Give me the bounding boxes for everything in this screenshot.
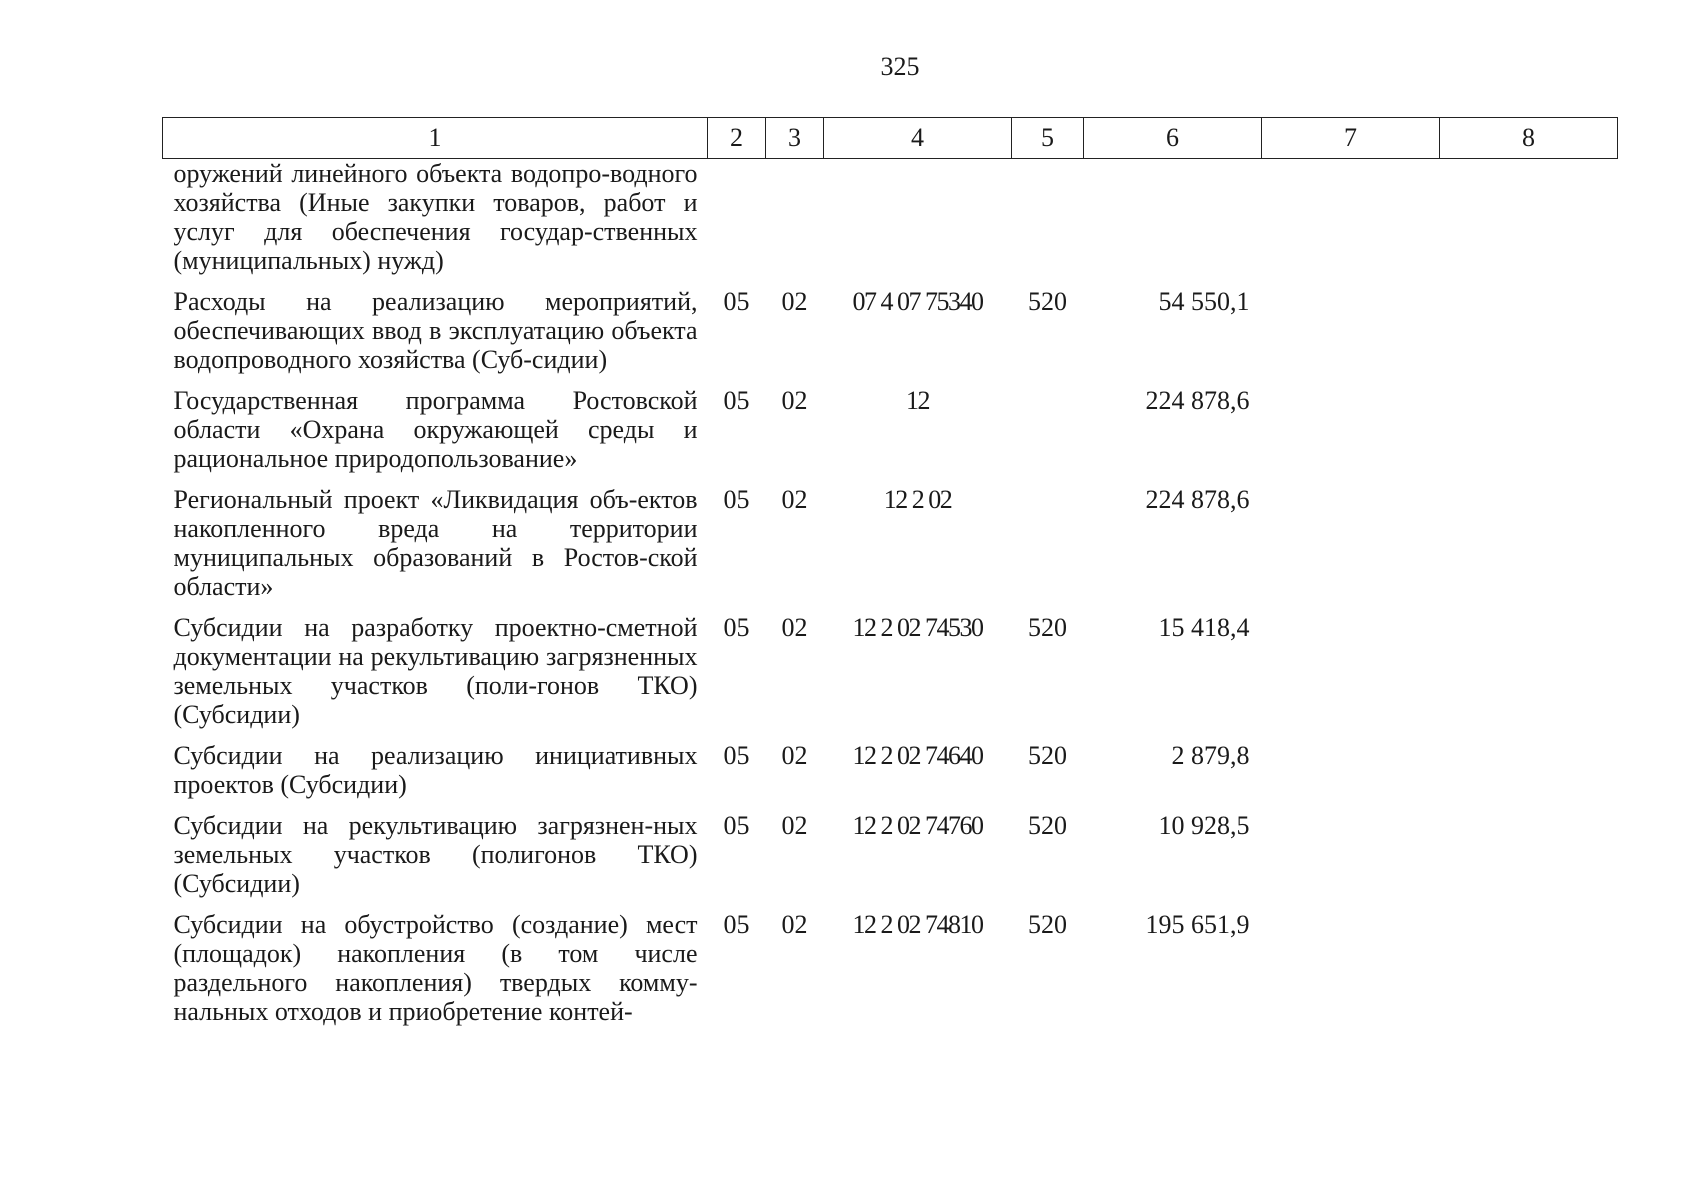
row-target-article: 07 4 07 75340 xyxy=(852,287,983,316)
header-row xyxy=(163,118,1618,159)
row-amount: 54 550,1 xyxy=(1158,287,1250,316)
header-cell-4: 4 xyxy=(824,118,1012,159)
row-amount: 224 878,6 xyxy=(1145,386,1250,415)
row-subsection: 02 xyxy=(781,910,808,939)
row-target-article: 12 2 02 74760 xyxy=(852,811,983,840)
row-amount: 15 418,4 xyxy=(1158,613,1250,642)
table-row xyxy=(163,386,1618,485)
row-subsection: 02 xyxy=(781,287,808,316)
row-col7 xyxy=(1262,159,1440,288)
row-amount: 195 651,9 xyxy=(1145,910,1250,939)
header-cell-1: 1 xyxy=(163,118,708,159)
row-description: Субсидии на разработку проектно-сметной документации на рекультивацию загрязненных земельных участков (поли-гонов ТКО) (Субсидии) xyxy=(173,613,698,729)
row-description: Расходы на реализацию мероприятий, обеспечивающих ввод в эксплуатацию объекта водопроводного хозяйства (Суб-сидии) xyxy=(173,287,698,374)
row-amount: 2 879,8 xyxy=(1171,741,1250,770)
row-expense-type: 520 xyxy=(1028,811,1067,840)
row-description: Государственная программа Ростовской области «Охрана окружающей среды и рациональное природопользование» xyxy=(173,386,698,473)
row-amount xyxy=(1084,159,1262,288)
row-subsection: 02 xyxy=(781,741,808,770)
row-col7 xyxy=(1262,485,1440,613)
row-col7 xyxy=(1262,741,1440,811)
row-section: 05 xyxy=(723,386,750,415)
row-target-article: 12 2 02 xyxy=(883,485,952,514)
page-number: 325 xyxy=(880,52,920,81)
row-expense-type xyxy=(1012,485,1084,613)
row-target-article: 12 xyxy=(906,386,929,415)
row-target-article: 12 2 02 74530 xyxy=(852,613,983,642)
row-col8 xyxy=(1440,910,1618,1038)
row-col7 xyxy=(1262,287,1440,386)
row-col8 xyxy=(1440,287,1618,386)
row-description: Субсидии на рекультивацию загрязнен-ных земельных участков (полигонов ТКО) (Субсидии) xyxy=(173,811,698,898)
row-target-article xyxy=(824,159,1012,288)
header-cell-7: 7 xyxy=(1262,118,1440,159)
budget-table-container xyxy=(162,117,1617,1038)
header-cell-2: 2 xyxy=(708,118,766,159)
row-section: 05 xyxy=(723,485,750,514)
table-row xyxy=(163,159,1618,288)
row-col8 xyxy=(1440,741,1618,811)
row-target-article: 12 2 02 74640 xyxy=(852,741,983,770)
row-section: 05 xyxy=(723,910,750,939)
row-amount: 10 928,5 xyxy=(1158,811,1250,840)
table-row xyxy=(163,910,1618,1038)
table-header xyxy=(163,118,1618,159)
budget-table xyxy=(162,117,1618,1038)
table-row xyxy=(163,613,1618,741)
row-section: 05 xyxy=(723,741,750,770)
row-expense-type: 520 xyxy=(1028,613,1067,642)
row-subsection: 02 xyxy=(781,613,808,642)
table-row xyxy=(163,811,1618,910)
row-expense-type xyxy=(1012,159,1084,288)
row-section: 05 xyxy=(723,287,750,316)
row-subsection: 02 xyxy=(781,811,808,840)
row-col8 xyxy=(1440,485,1618,613)
row-col8 xyxy=(1440,159,1618,288)
row-description: оружений линейного объекта водопро-водного хозяйства (Иные закупки товаров, работ и услуг для обеспечения государ-ственных (муниципальных) нужд) xyxy=(173,159,698,275)
row-subsection: 02 xyxy=(781,386,808,415)
row-target-article: 12 2 02 74810 xyxy=(852,910,983,939)
row-subsection xyxy=(766,159,824,288)
row-col7 xyxy=(1262,811,1440,910)
header-cell-5: 5 xyxy=(1012,118,1084,159)
row-col7 xyxy=(1262,910,1440,1038)
row-description: Региональный проект «Ликвидация объ-ектов накопленного вреда на территории муниципальных образований в Ростов-ской области» xyxy=(173,485,698,601)
table-body xyxy=(163,159,1618,1039)
row-col8 xyxy=(1440,811,1618,910)
row-expense-type: 520 xyxy=(1028,741,1067,770)
row-description: Субсидии на реализацию инициативных проектов (Субсидии) xyxy=(173,741,698,799)
header-cell-8: 8 xyxy=(1440,118,1618,159)
row-col8 xyxy=(1440,386,1618,485)
row-col8 xyxy=(1440,613,1618,741)
header-cell-3: 3 xyxy=(766,118,824,159)
row-expense-type: 520 xyxy=(1028,910,1067,939)
row-expense-type xyxy=(1012,386,1084,485)
row-section: 05 xyxy=(723,811,750,840)
row-amount: 224 878,6 xyxy=(1145,485,1250,514)
row-expense-type: 520 xyxy=(1028,287,1067,316)
row-col7 xyxy=(1262,386,1440,485)
row-section xyxy=(708,159,766,288)
row-description: Субсидии на обустройство (создание) мест (площадок) накопления (в том числе раздельного накопления) твердых комму-нальных отходов и приобретение контей- xyxy=(173,910,698,1026)
table-row xyxy=(163,287,1618,386)
row-col7 xyxy=(1262,613,1440,741)
table-row xyxy=(163,485,1618,613)
header-cell-6: 6 xyxy=(1084,118,1262,159)
row-subsection: 02 xyxy=(781,485,808,514)
table-row xyxy=(163,741,1618,811)
row-section: 05 xyxy=(723,613,750,642)
